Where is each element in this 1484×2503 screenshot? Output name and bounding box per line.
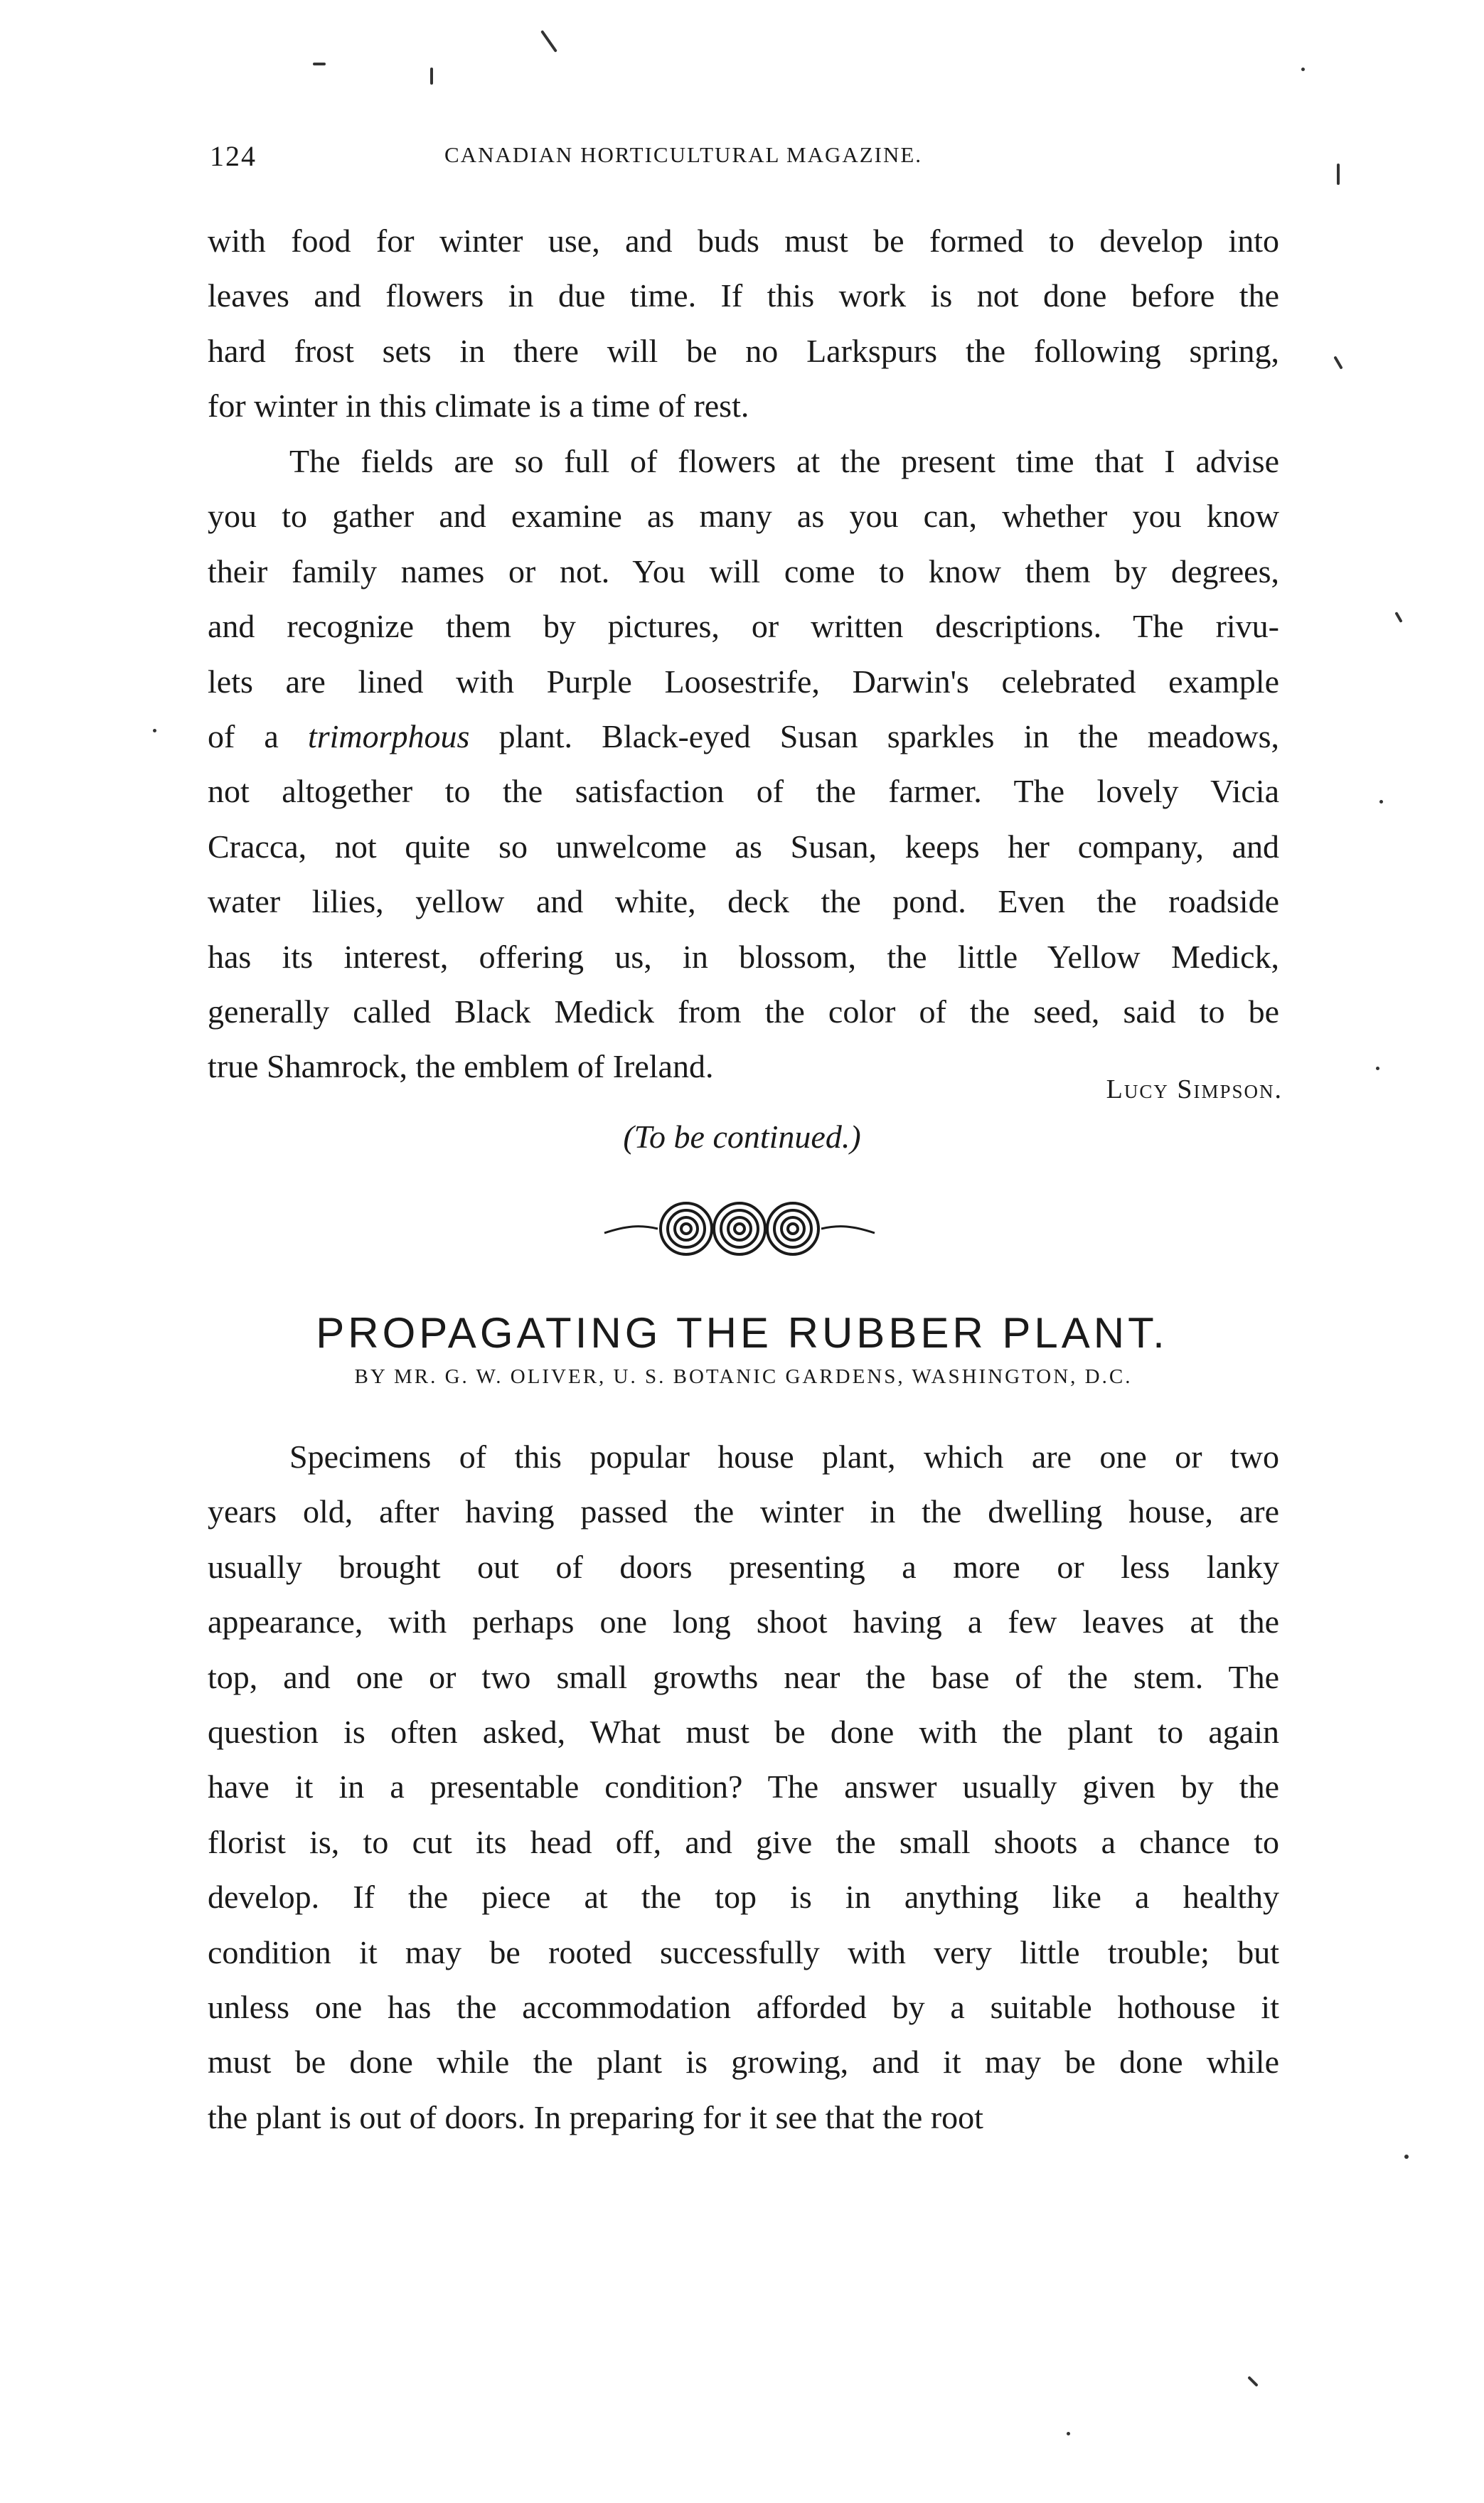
running-head [210,139,1276,182]
paragraph-3-line: unless one has the accommodation afforded by a suitable hothouse it [208,1989,1279,2026]
article-byline: BY MR. G. W. OLIVER, U. S. BOTANIC GARDENS, WASHINGTON, D.C. [354,1365,1133,1388]
paragraph-3-line: condition it may be rooted successfully with very little trouble; but [208,1933,1279,1970]
paragraph-1-line: for winter in this climate is a time of rest. [208,388,749,425]
paragraph-3-line: have it in a presentable condition? The answer usually given by the [208,1768,1279,1805]
paragraph-3-line: years old, after having passed the winter in the dwelling house, are [208,1493,1279,1530]
scan-speck [1404,2155,1409,2159]
paragraph-3-line: question is often asked, What must be done with the plant to again [208,1714,1279,1751]
scan-speck [153,729,156,732]
spiral-ornament-divider [597,1189,882,1267]
paragraph-3-line: top, and one or two small growths near the base of the stem. The [208,1658,1279,1695]
paragraph-3-line: florist is, to cut its head off, and give the small shoots a chance to [208,1823,1279,1860]
paragraph-1-line: hard frost sets in there will be no Larkspurs the following spring, [208,332,1279,369]
scan-speck [1333,356,1342,369]
scan-speck [1379,800,1383,804]
paragraph-2-line: lets are lined with Purple Loosestrife, Darwin's celebrated example [208,663,1279,700]
paragraph-2-line: you to gather and examine as many as you can, whether you know [208,498,1279,535]
scan-speck [1394,612,1402,623]
paragraph-2-line: generally called Black Medick from the color of the seed, said to be [208,993,1279,1030]
italic-term: trimorphous [307,718,470,755]
paragraph-2-line: true Shamrock, the emblem of Ireland. [208,1048,714,1085]
paragraph-2-line: The fields are so full of flowers at the present time that I advise [289,443,1279,479]
paragraph-3-line: develop. If the piece at the top is in anything like a healthy [208,1879,1279,1916]
scan-speck [1067,2432,1070,2435]
paragraph-3-line: appearance, with perhaps one long shoot having a few leaves at the [208,1603,1279,1640]
author-signature: Lucy Simpson. [1106,1074,1283,1104]
page-number: 124 [210,140,257,172]
article-title: PROPAGATING THE RUBBER PLANT. [316,1309,1168,1357]
scan-speck [313,63,326,65]
continued-note: (To be continued.) [623,1119,861,1155]
paragraph-2-line: has its interest, offering us, in blossom, the little Yellow Medick, [208,938,1279,975]
paragraph-2-line: their family names or not. You will come to know them by degrees, [208,553,1279,589]
paragraph-field-flowers [208,434,1279,1094]
paragraph-3-line: usually brought out of doors presenting a more or less lanky [208,1548,1279,1585]
paragraph-3-line: the plant is out of doors. In preparing for it see that the root [208,2098,983,2135]
paragraph-1-line: leaves and flowers in due time. If this work is not done before the [208,277,1279,314]
scan-speck [1376,1067,1379,1070]
paragraph-2-line: water lilies, yellow and white, deck the pond. Even the roadside [208,883,1279,920]
paragraph-2-line: Cracca, not quite so unwelcome as Susan, keeps her company, and [208,828,1279,865]
paragraph-2-line: and recognize them by pictures, or written descriptions. The rivu- [208,608,1279,645]
scan-speck [1301,68,1305,71]
paragraph-1-line: with food for winter use, and buds must be formed to develop into [208,223,1279,259]
scan-speck [1337,164,1340,185]
paragraph-2-line: of a trimorphous plant. Black-eyed Susan sparkles in the meadows, [208,718,1279,755]
scan-speck [1247,2376,1259,2387]
paragraph-3-line: Specimens of this popular house plant, which are one or two [289,1439,1279,1475]
scan-speck [430,68,433,85]
scan-speck [540,30,557,53]
journal-title: CANADIAN HORTICULTURAL MAGAZINE. [444,142,923,167]
paragraph-3-line: must be done while the plant is growing, and it may be done while [208,2044,1279,2081]
paragraph-larkspur-conclusion [208,213,1279,434]
paragraph-rubber-plant [208,1429,1279,2145]
paragraph-2-line: not altogether to the satisfaction of the farmer. The lovely Vicia [208,773,1279,810]
